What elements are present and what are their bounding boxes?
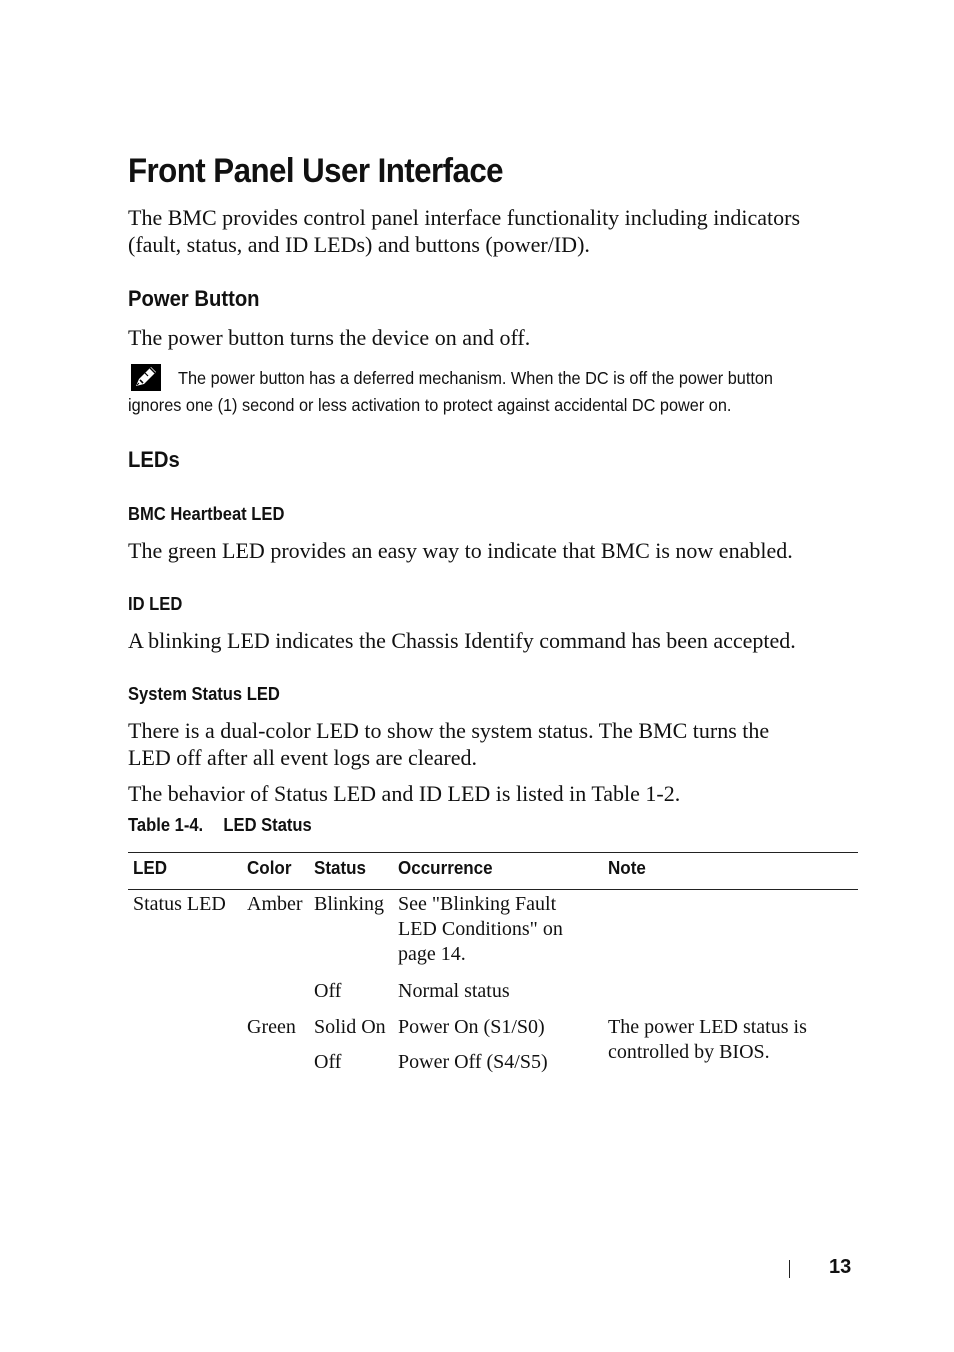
page-number: 13 xyxy=(829,1256,852,1278)
table-cell-led: Status LED xyxy=(133,893,226,915)
table-cell-status: Solid On xyxy=(314,1016,386,1038)
system-status-text-1: There is a dual-color LED to show the system status. The BMC turns the xyxy=(128,718,770,743)
intro-line-2: (fault, status, and ID LEDs) and buttons (power/ID). xyxy=(128,232,590,257)
table-cell-color: Amber xyxy=(247,893,303,915)
id-led-heading: ID LED xyxy=(128,594,183,614)
table-cell-status: Off xyxy=(314,980,342,1002)
power-button-heading: Power Button xyxy=(128,286,260,311)
table-cell-note: The power LED status is xyxy=(608,1016,807,1038)
id-led-text: A blinking LED indicates the Chassis Identify command has been accepted. xyxy=(128,628,796,653)
table-cell-status: Off xyxy=(314,1051,342,1073)
table-header-rule xyxy=(128,889,858,890)
table-caption-title: LED Status xyxy=(223,815,312,835)
table-cell-occurrence: See "Blinking Fault xyxy=(398,893,557,915)
table-header-occurrence: Occurrence xyxy=(398,857,493,878)
system-status-text-2: LED off after all event logs are cleared. xyxy=(128,745,477,770)
table-cell-note: controlled by BIOS. xyxy=(608,1041,770,1063)
table-cell-occurrence: LED Conditions" on xyxy=(398,918,563,940)
bmc-heartbeat-text: The green LED provides an easy way to indicate that BMC is now enabled. xyxy=(128,538,793,563)
table-header-color: Color xyxy=(247,857,292,878)
table-cell-occurrence: page 14. xyxy=(398,943,466,965)
page-title: Front Panel User Interface xyxy=(128,152,504,190)
table-cell-occurrence: Normal status xyxy=(398,980,510,1002)
intro-line-1: The BMC provides control panel interface functionality including indicators xyxy=(128,205,801,230)
bmc-heartbeat-heading: BMC Heartbeat LED xyxy=(128,504,285,524)
note-line-1: The power button has a deferred mechanism. When the DC is off the power button xyxy=(178,368,773,388)
system-status-behavior: The behavior of Status LED and ID LED is listed in Table 1-2. xyxy=(128,781,681,806)
table-header-note: Note xyxy=(608,857,646,878)
table-cell-color: Green xyxy=(247,1016,296,1038)
leds-heading: LEDs xyxy=(128,447,180,472)
table-header-status: Status xyxy=(314,857,367,878)
note-pencil-icon xyxy=(131,364,161,391)
table-caption-number: Table 1-4. xyxy=(128,815,204,835)
system-status-heading: System Status LED xyxy=(128,684,280,704)
table-header-led: LED xyxy=(133,857,168,878)
table-cell-occurrence: Power On (S1/S0) xyxy=(398,1016,545,1038)
table-top-rule xyxy=(128,852,858,853)
table-cell-status: Blinking xyxy=(314,893,385,915)
footer-divider xyxy=(789,1260,790,1278)
note-line-2: ignores one (1) second or less activation to protect against accidental DC power on. xyxy=(128,395,732,415)
table-caption xyxy=(128,815,312,836)
table-cell-occurrence: Power Off (S4/S5) xyxy=(398,1051,548,1073)
power-button-text: The power button turns the device on and off. xyxy=(128,325,531,350)
